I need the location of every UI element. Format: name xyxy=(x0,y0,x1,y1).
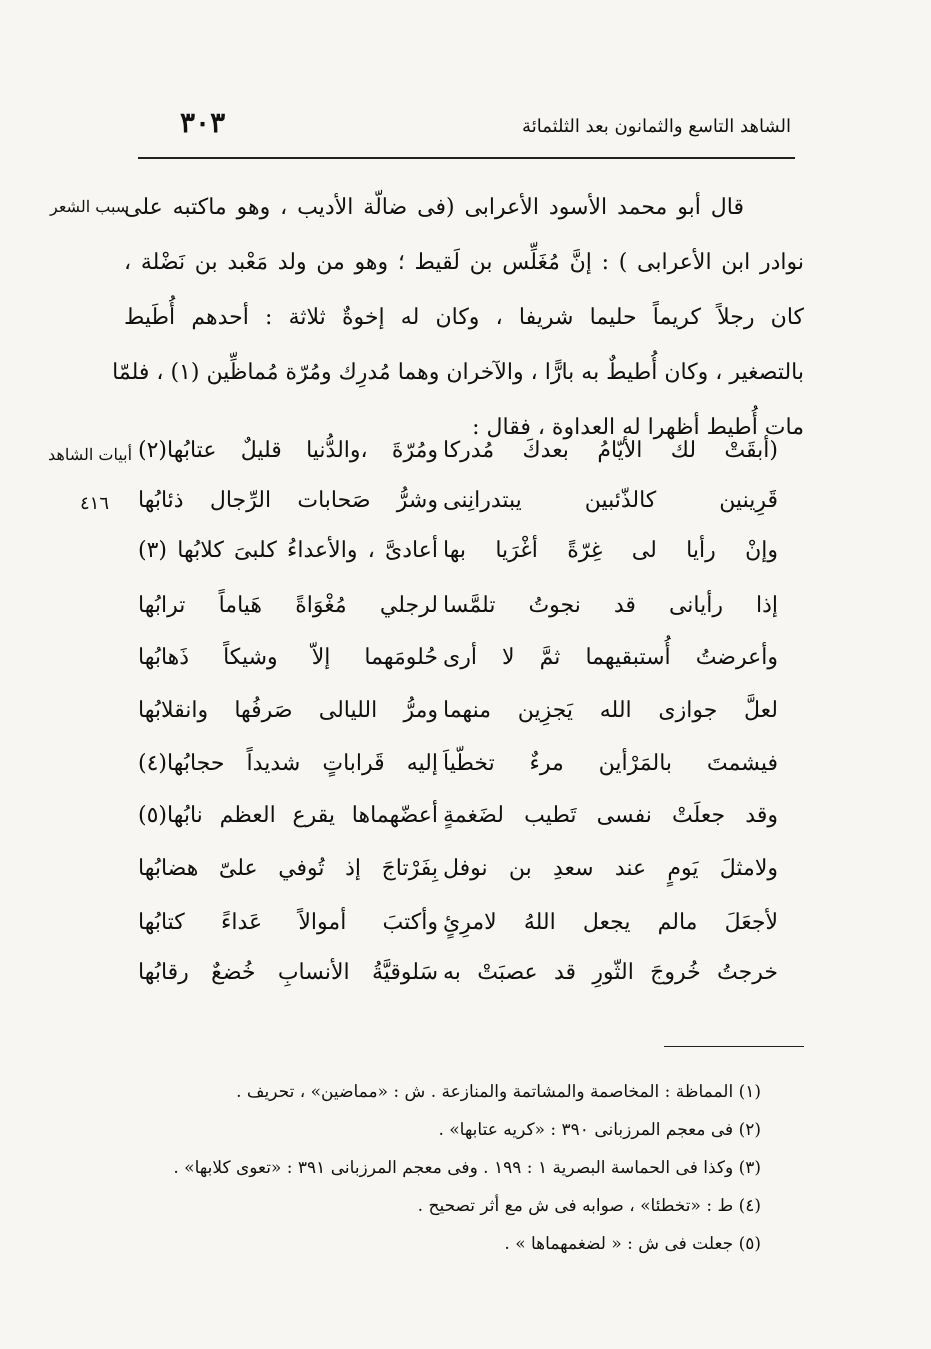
verse-line xyxy=(138,698,778,748)
footnote-divider xyxy=(664,1046,804,1047)
verse-second-hemistich: وأكتبَ أموالاً عَداءً كتابُها xyxy=(138,910,438,935)
verse-line xyxy=(138,960,778,1010)
verse-second-hemistich: ومرُّ الليالى صَرفُها وانقلابُها xyxy=(138,698,438,723)
verse-line xyxy=(138,645,778,695)
footnote: (٥) جعلت فى ش : « لضغمهماها » . xyxy=(504,1234,761,1254)
verse-first-hemistich: قَرِينين كالذّئبين يبتدرانِنى xyxy=(443,488,778,513)
margin-note-verses: أبيات الشاهد xyxy=(48,445,133,464)
header-divider xyxy=(138,157,795,159)
prose-line: بالتصغير ، وكان أُطيطٌ به بارًّا ، والآخران وهما مُدرِك ومُرّة مُماظِّين (١) ، فلمّا xyxy=(112,360,804,385)
margin-note-ref-number: ٤١٦ xyxy=(80,493,110,514)
verse-second-hemistich: سَلوقيَّةُ الأنسابِ خُضعٌ رقابُها xyxy=(138,960,438,985)
verse-first-hemistich: وأعرضتُ أُستبقيهما ثمَّ لا أرى xyxy=(443,645,778,670)
verse-first-hemistich: لعلَّ جوازى الله يَجزِين منهما xyxy=(443,698,778,723)
verse-second-hemistich: أعادىَّ ، والأعداءُ كلبىَ كلابُها (٣) xyxy=(138,538,438,563)
verse-line xyxy=(138,438,778,488)
verse-first-hemistich: وقد جعلَتْ نفسى تَطيب لضَغمةٍ xyxy=(443,803,778,828)
verse-line xyxy=(138,910,778,960)
verse-first-hemistich: فيشمتَ بالمَرْأين مرءٌ تخطّياَ xyxy=(443,751,778,776)
page-number: ٣٠٣ xyxy=(180,106,226,139)
prose-line: مات أُطيط أظهرا له العداوة ، فقال : xyxy=(472,415,804,440)
prose-line: نوادر ابن الأعرابى ) : إنَّ مُغَلِّس بن لَقيط ؛ وهو من ولد مَعْبد بن نَضْلة ، xyxy=(124,250,804,275)
verse-second-hemistich: وشرُّ صَحابات الرِّجال ذئابُها xyxy=(138,488,438,513)
verse-second-hemistich: حُلومَهما إلاّ وشيكاً ذَهابُها xyxy=(138,645,438,670)
verse-second-hemistich: إليه قَراباتٍ شديداً حجابُها(٤) xyxy=(138,751,438,776)
footnote: (٣) وكذا فى الحماسة البصرية ١ : ١٩٩ . وفى معجم المرزبانى ٣٩١ : «تعوى كلابها» . xyxy=(173,1158,761,1178)
verse-line xyxy=(138,593,778,643)
verse-first-hemistich: وإنْ رأيا لى غِرّةً أغْرَيا بها xyxy=(443,538,778,563)
verse-first-hemistich: خرجتُ خُروجَ الثّورِ قد عصبَتْ به xyxy=(443,960,778,985)
verse-line xyxy=(138,856,778,906)
prose-line: قال أبو محمد الأسود الأعرابى (فى ضالّة الأديب ، وهو ماكتبه على xyxy=(124,195,744,220)
verse-first-hemistich: لأجعَلَ مالم يجعل اللهُ لامرِئٍ xyxy=(443,910,778,935)
footnote: (٤) ط : «تخطئا» ، صوابه فى ش مع أثر تصحيح . xyxy=(417,1196,761,1216)
verse-line xyxy=(138,803,778,853)
verse-second-hemistich: لرجلي مُغْوَاةً هَياماً ترابُها xyxy=(138,593,438,618)
verse-line xyxy=(138,538,778,588)
verse-first-hemistich: (أبقَتْ لك الأيّامُ بعدكَ مُدركا xyxy=(443,438,778,463)
prose-paragraph xyxy=(112,180,804,455)
verse-second-hemistich: أعضّهماها يقرع العظم نابُها(٥) xyxy=(138,803,438,828)
running-header-title: الشاهد التاسع والثمانون بعد الثلثمائة xyxy=(522,116,791,137)
verse-second-hemistich: ومُرّةَ ،والدُّنيا قليلٌ عتابُها(٢) xyxy=(138,438,438,463)
verse-first-hemistich: ولامثلَ يَومٍ عند سعدِ بن نوفل xyxy=(443,856,778,881)
verse-line xyxy=(138,751,778,801)
verse-second-hemistich: بِفَرْتاجَ إذ تُوفي علىّ هضابُها xyxy=(138,856,438,881)
verse-first-hemistich: إذا رأيانى قد نجوتُ تلمَّسا xyxy=(443,593,778,618)
footnote: (٢) فى معجم المرزبانى ٣٩٠ : «كريه عتابها» . xyxy=(438,1120,761,1140)
verse-line xyxy=(138,488,778,538)
margin-note-cause: سبب الشعر xyxy=(50,197,130,216)
footnote: (١) المماظة : المخاصمة والمشاتمة والمنازعة . ش : «مماضين» ، تحريف . xyxy=(236,1082,761,1102)
prose-line: كان رجلاً كريماً حليما شريفا ، وكان له إخوةٌ ثلاثة : أحدهم أُطَيط xyxy=(124,305,804,330)
